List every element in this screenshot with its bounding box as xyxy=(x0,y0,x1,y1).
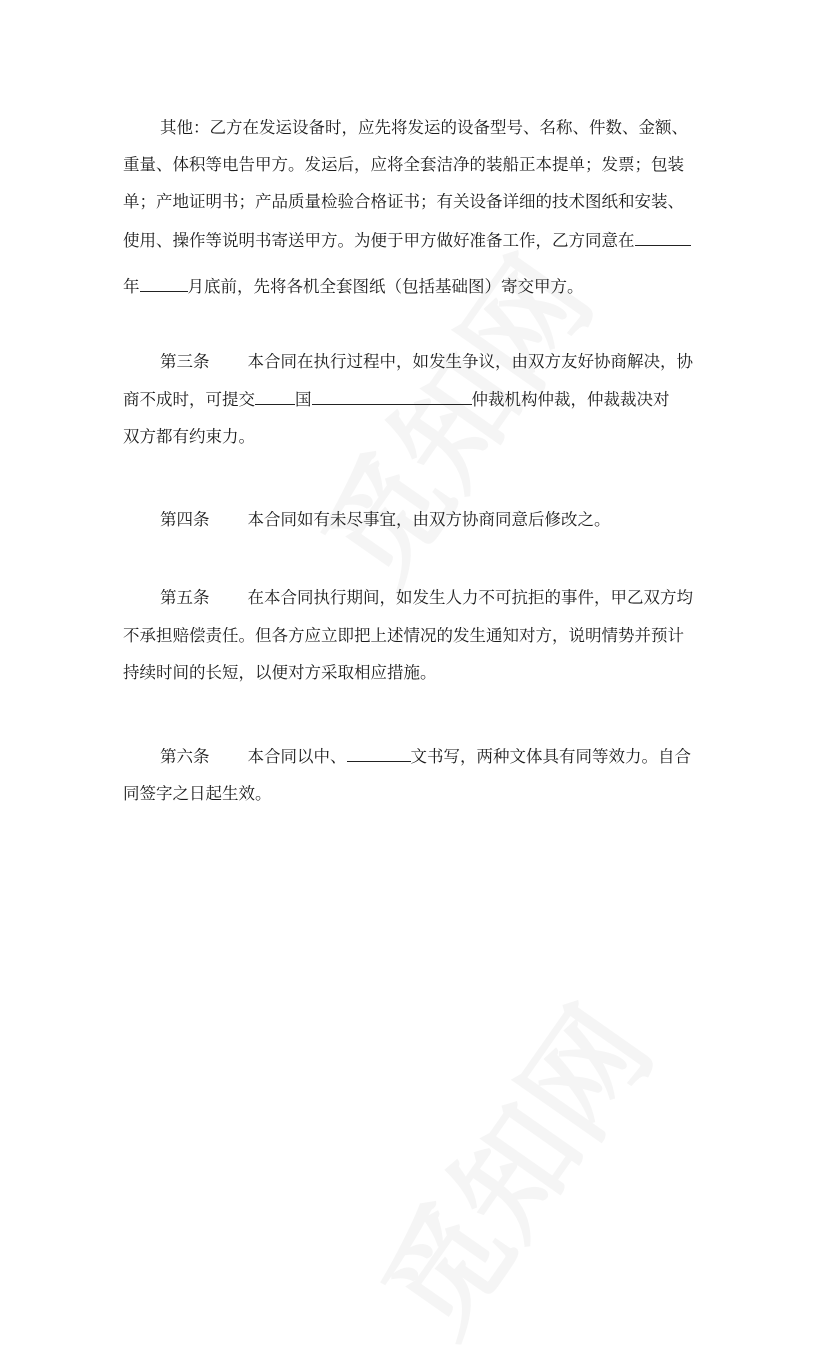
text-line xyxy=(160,745,691,768)
text: 文书写，两种文体具有同等效力。自合 xyxy=(410,747,691,766)
text-line xyxy=(123,229,691,252)
text: 本合同在执行过程中，如发生争议，由双方友好协商解决，协 xyxy=(247,352,693,371)
text: 月底前，先将各机全套图纸（包括基础图）寄交甲方。 xyxy=(187,277,584,296)
blank-country-field xyxy=(255,388,295,405)
text-line: 同签字之日起生效。 xyxy=(123,784,272,803)
article-label: 第四条 xyxy=(160,510,210,529)
text-line xyxy=(160,509,611,531)
blank-year-field xyxy=(635,229,691,246)
text: 年 xyxy=(123,277,140,296)
text: 商不成时，可提交 xyxy=(123,390,255,409)
text-line xyxy=(123,388,670,411)
blank-language-field xyxy=(347,745,411,762)
text: 在本合同执行期间，如发生人力不可抗拒的事件，甲乙双方均 xyxy=(247,588,693,607)
text-line xyxy=(123,275,584,298)
article-label: 第三条 xyxy=(160,352,210,371)
text-line: 双方都有约束力。 xyxy=(123,427,255,446)
text: 本合同以中、 xyxy=(247,747,347,766)
text-line xyxy=(160,587,693,609)
text-line: 单；产地证明书；产品质量检验合格证书；有关设备详细的技术图纸和安装、 xyxy=(123,192,684,211)
text-line: 重量、体积等电告甲方。发运后，应将全套洁净的装船正本提单；发票；包装 xyxy=(123,155,684,174)
article-label: 第五条 xyxy=(160,588,210,607)
text: 仲裁机构仲裁，仲裁裁决对 xyxy=(471,390,670,409)
text-line: 不承担赔偿责任。但各方应立即把上述情况的发生通知对方，说明情势并预计 xyxy=(123,626,684,645)
text: 国 xyxy=(295,390,312,409)
article-label: 第六条 xyxy=(160,747,210,766)
watermark xyxy=(336,969,683,1363)
text-line: 持续时间的长短，以便对方采取相应措施。 xyxy=(123,663,437,682)
text-line: 其他：乙方在发运设备时，应先将发运的设备型号、名称、件数、金额、 xyxy=(160,118,688,137)
text: 本合同如有未尽事宜，由双方协商同意后修改之。 xyxy=(247,510,611,529)
blank-month-field xyxy=(140,275,188,292)
text-line xyxy=(160,351,693,373)
blank-arbitration-field xyxy=(312,388,472,405)
text: 使用、操作等说明书寄送甲方。为便于甲方做好准备工作，乙方同意在 xyxy=(123,231,635,250)
